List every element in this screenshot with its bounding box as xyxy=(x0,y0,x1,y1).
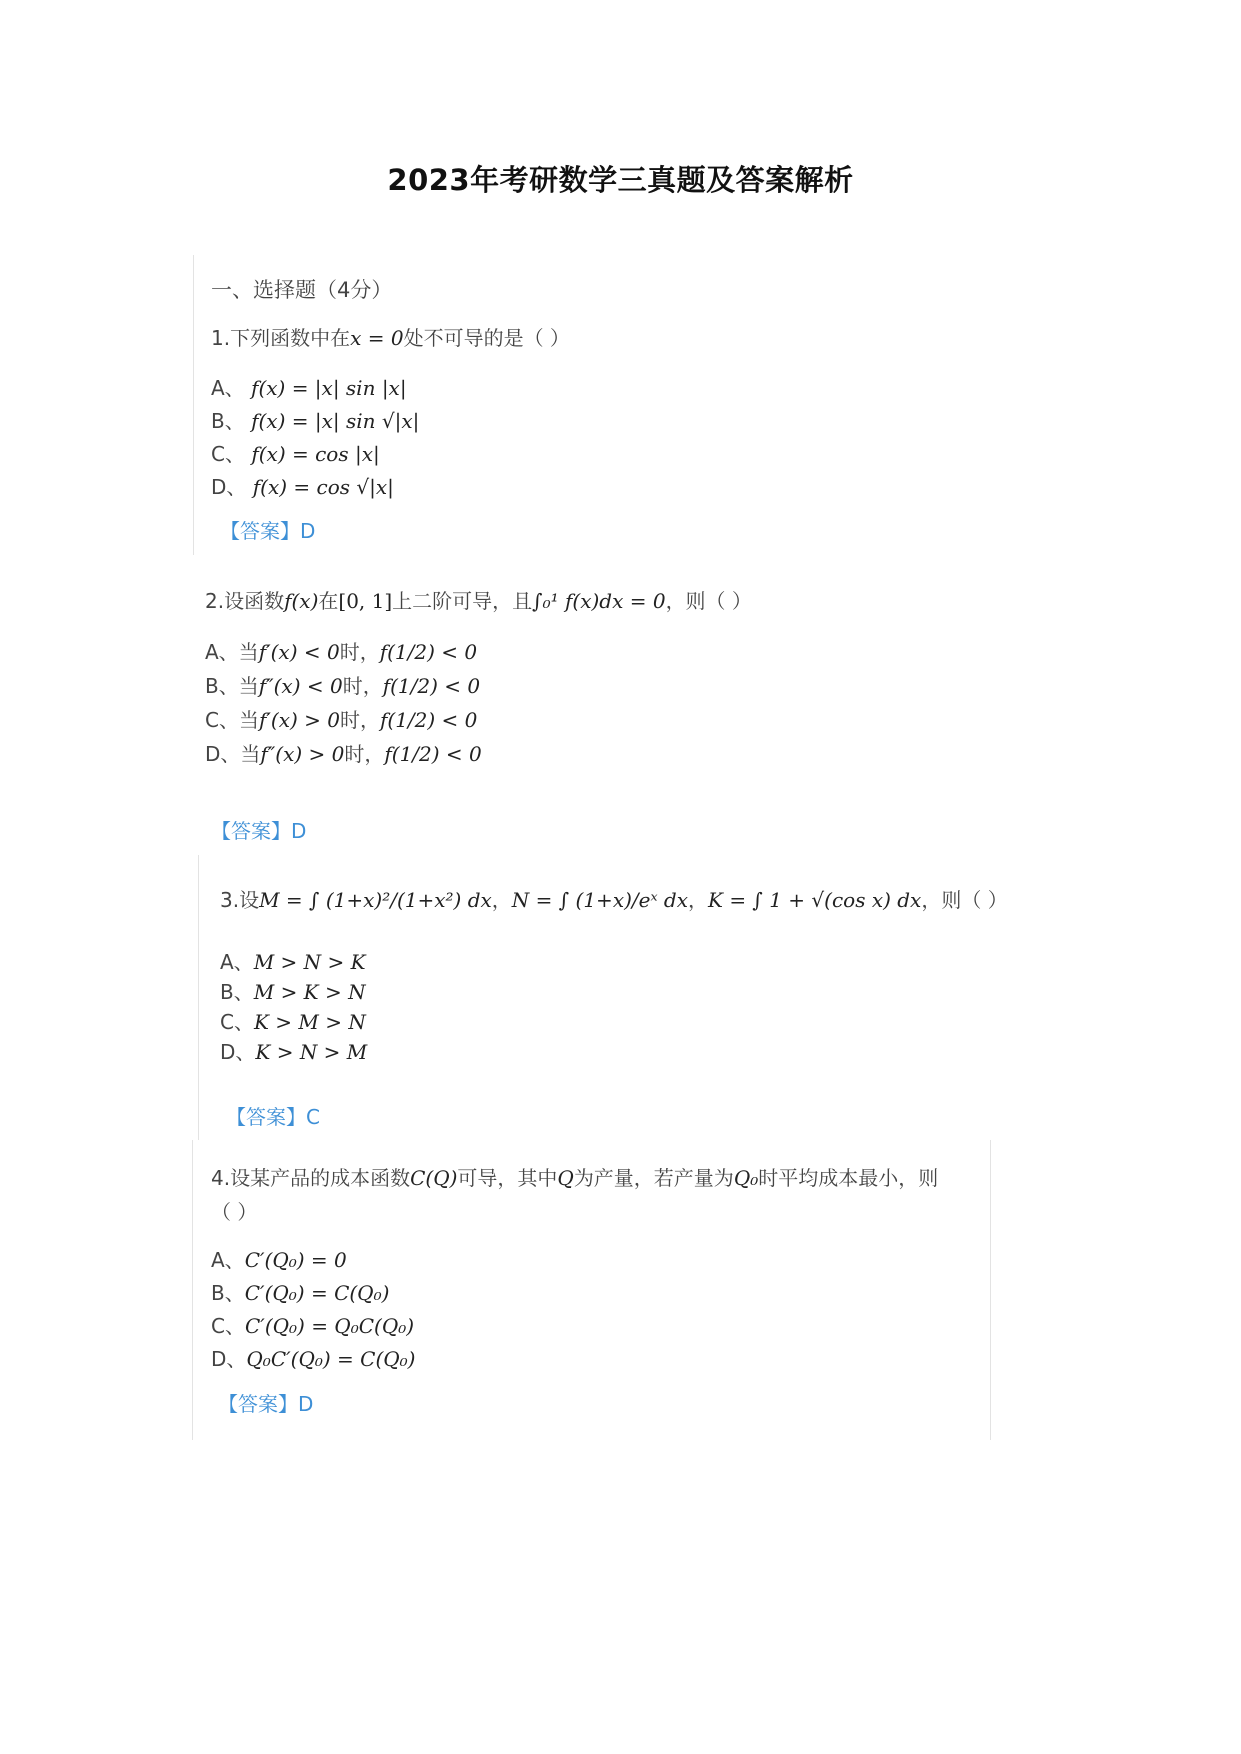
q4-answer xyxy=(218,1388,313,1417)
option-label: C、当 xyxy=(205,708,259,732)
option-condition: f″(x) > 0 xyxy=(260,742,345,766)
option-mid: 时， xyxy=(342,674,383,698)
page-title: 2023年考研数学三真题及答案解析 xyxy=(387,163,854,197)
q3-answer xyxy=(226,1101,320,1130)
option-mid: 时， xyxy=(344,742,385,766)
q1-option-c xyxy=(211,438,380,467)
q3-stem-n: N = ∫ (1+x)/eˣ dx xyxy=(511,888,689,912)
q2-stem-f: f(x) xyxy=(284,589,319,613)
q4-stem-c: 为产量，若产量为 xyxy=(573,1166,734,1190)
q1-option-a xyxy=(211,372,407,401)
option-math: C′(Q₀) = C(Q₀) xyxy=(244,1281,390,1305)
option-label: B、 xyxy=(211,1281,245,1305)
option-label: C、 xyxy=(211,1314,245,1338)
option-math: M > K > N xyxy=(253,980,366,1004)
q4-stem-b: 可导，其中 xyxy=(457,1166,558,1190)
option-condition: f′(x) > 0 xyxy=(258,708,340,732)
q4-option-b xyxy=(211,1277,389,1306)
q2-stem-interval: [0, 1] xyxy=(338,589,393,613)
question-4-stem-line1 xyxy=(211,1162,938,1191)
q3-stem-prefix: 3.设 xyxy=(220,888,260,912)
option-math: K > M > N xyxy=(253,1010,366,1034)
option-conclusion: f(1/2) < 0 xyxy=(379,640,478,664)
option-mid: 时， xyxy=(340,708,380,732)
option-label: B、 xyxy=(220,980,254,1004)
q1-option-d xyxy=(211,471,394,500)
q4-stem-q0: Q₀ xyxy=(733,1166,759,1190)
q2-stem-integral: ∫₀¹ f(x)dx = 0 xyxy=(532,589,666,613)
option-label: D、当 xyxy=(205,742,261,766)
q3-option-d xyxy=(220,1036,367,1065)
q2-option-a xyxy=(205,636,477,665)
q2-option-d xyxy=(205,738,482,767)
option-conclusion: f(1/2) < 0 xyxy=(384,742,482,766)
option-label: A、 xyxy=(211,1248,245,1272)
option-math: f(x) = |x| sin |x| xyxy=(251,376,407,400)
option-mid: 时， xyxy=(339,640,380,664)
option-math: C′(Q₀) = Q₀C(Q₀) xyxy=(244,1314,415,1338)
option-label: A、 xyxy=(211,376,245,400)
answer-value: C xyxy=(306,1105,320,1129)
answer-value: D xyxy=(300,519,316,543)
answer-label: 【答案】 xyxy=(226,1105,306,1129)
option-conclusion: f(1/2) < 0 xyxy=(382,674,481,698)
q1-stem-math: x = 0 xyxy=(350,326,404,350)
q4-option-c xyxy=(211,1310,414,1339)
q2-option-c xyxy=(205,704,477,733)
q1-option-b xyxy=(211,405,419,434)
answer-label: 【答案】 xyxy=(218,1392,298,1416)
q4-stem-a: 4.设某产品的成本函数 xyxy=(211,1166,411,1190)
option-math: Q₀C′(Q₀) = C(Q₀) xyxy=(246,1347,416,1371)
option-label: B、 xyxy=(211,409,245,433)
q4-stem-d: 时平均成本最小，则 xyxy=(758,1166,939,1190)
q3-option-b xyxy=(220,976,366,1005)
option-math: M > N > K xyxy=(253,950,366,974)
option-math: C′(Q₀) = 0 xyxy=(244,1248,347,1272)
option-math: K > N > M xyxy=(255,1040,368,1064)
q2-stem-suffix: ，则（ ） xyxy=(665,589,752,613)
option-condition: f″(x) < 0 xyxy=(258,674,343,698)
option-conclusion: f(1/2) < 0 xyxy=(380,708,478,732)
answer-value: D xyxy=(291,819,307,843)
question-4-stem-line2: （ ） xyxy=(211,1200,258,1224)
option-label: D、 xyxy=(220,1040,256,1064)
question-3-stem: 3.设M = ∫ (1+x)²/(1+x²) dx，N = ∫ (1+x)/eˣ dx，K = ∫ 1 + √(cos x) dx，则（ ） xyxy=(220,888,1008,912)
answer-label: 【答案】 xyxy=(220,519,300,543)
section-heading: 一、选择题（4分） xyxy=(211,278,393,302)
q4-stem-q: Q xyxy=(557,1166,574,1190)
q3-option-c xyxy=(220,1006,366,1035)
option-label: A、 xyxy=(220,950,254,974)
option-math: f(x) = cos |x| xyxy=(251,442,380,466)
q2-stem-mid: 在 xyxy=(318,589,339,613)
q4-option-d xyxy=(211,1343,415,1372)
question-1-stem xyxy=(211,322,570,351)
q2-option-b xyxy=(205,670,480,699)
q3-stem-suffix: ，则（ ） xyxy=(921,888,1008,912)
q4-option-a xyxy=(211,1244,347,1273)
q3-option-a xyxy=(220,946,366,975)
option-math: f(x) = cos √|x| xyxy=(252,475,394,499)
q3-stem-m: M = ∫ (1+x)²/(1+x²) dx xyxy=(259,888,492,912)
option-label: D、 xyxy=(211,1347,247,1371)
answer-value: D xyxy=(298,1392,314,1416)
q2-answer xyxy=(211,815,306,844)
q3-stem-k: K = ∫ 1 + √(cos x) dx xyxy=(708,888,922,912)
q1-stem-suffix: 处不可导的是（ ） xyxy=(403,326,570,350)
option-label: D、 xyxy=(211,475,247,499)
q2-stem-mid2: 上二阶可导，且 xyxy=(392,589,533,613)
option-label: B、当 xyxy=(205,674,259,698)
option-math: f(x) = |x| sin √|x| xyxy=(251,409,420,433)
option-label: C、 xyxy=(211,442,245,466)
option-condition: f′(x) < 0 xyxy=(258,640,340,664)
q4-stem-cq: C(Q) xyxy=(410,1166,458,1190)
q2-stem-prefix: 2.设函数 xyxy=(205,589,285,613)
q1-answer xyxy=(220,515,315,544)
option-label: A、当 xyxy=(205,640,259,664)
option-label: C、 xyxy=(220,1010,254,1034)
q1-stem-prefix: 1.下列函数中在 xyxy=(211,326,351,350)
question-2-stem xyxy=(205,585,752,614)
answer-label: 【答案】 xyxy=(211,819,291,843)
